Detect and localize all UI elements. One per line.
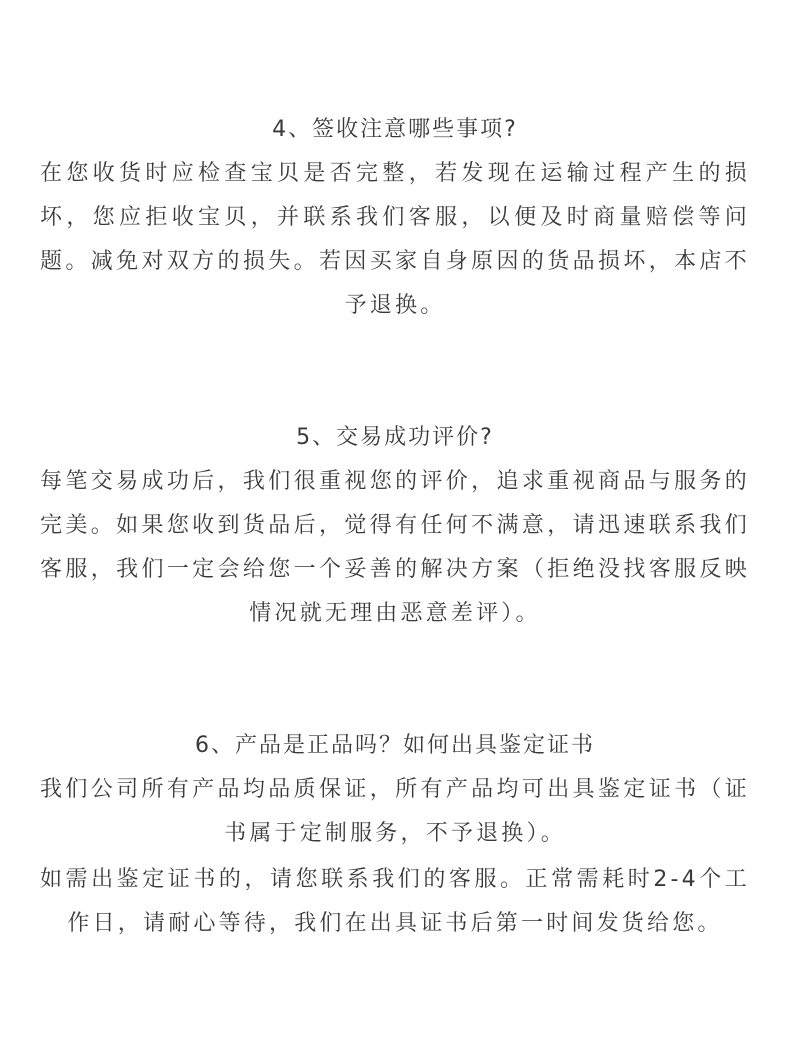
section-heading: 6、产品是正品吗？如何出具鉴定证书: [195, 733, 595, 758]
section-paragraph: 如需出鉴定证书的，请您联系我们的客服。正常需耗时2-4个工作日，请耐心等待，我们在出具证书后第一时间发货给您。: [40, 867, 750, 936]
section-heading: 5、交易成功评价?: [296, 425, 494, 450]
section-heading: 4、签收注意哪些事项?: [272, 117, 518, 142]
faq-section-authenticity: [40, 724, 750, 946]
faq-section-review: [40, 416, 750, 636]
faq-section-signing: [40, 108, 750, 328]
section-paragraph: 在您收货时应检查宝贝是否完整，若发现在运输过程产生的损坏，您应拒收宝贝，并联系我们客服，以便及时商量赔偿等问题。减免对双方的损失。若因买家自身原因的货品损坏，本店不予退换。: [40, 161, 750, 318]
section-paragraph: 每笔交易成功后，我们很重视您的评价，追求重视商品与服务的完美。如果您收到货品后，觉得有任何不满意，请迅速联系我们客服，我们一定会给您一个妥善的解决方案（拒绝没找客服反映情况就无理由恶意差评）。: [40, 469, 750, 626]
section-paragraph: 我们公司所有产品均品质保证，所有产品均可出具鉴定证书（证书属于定制服务，不予退换）。: [40, 777, 750, 846]
